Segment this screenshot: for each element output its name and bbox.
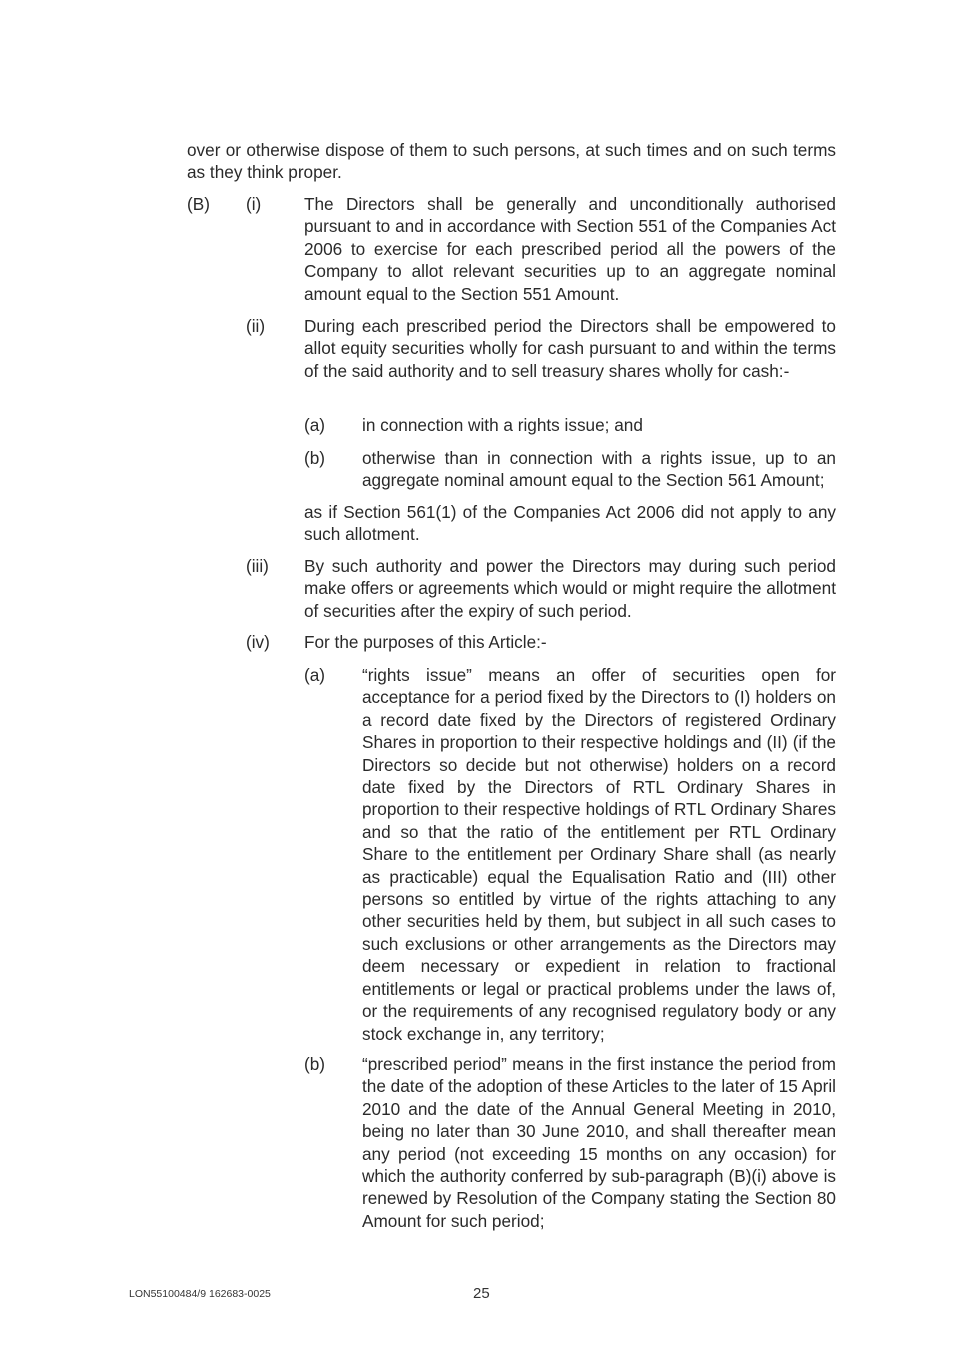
clause-i-label: (i) — [246, 194, 262, 214]
clause-ii-a-text: in connection with a rights issue; and — [362, 415, 643, 435]
clause-iv-a-text: “rights issue” means an offer of securities open for acceptance for a period fixed by the Directors to (I) holders on a record date fixed by the Directors of registered Ordinary Shares in proportion to their respective holdings and (II) (if the Directors so decide but not otherwise) holders on a record date fixed by the Directors of RTL Ordinary Shares in proportion to their respective holdings of RTL Ordinary Shares and so that the ratio of the entitlement per RTL Ordinary Share to the entitlement per Ordinary Share shall (as nearly as practicable) equal the Equalisation Ratio and (III) other persons so entitled by virtue of the rights attaching to any other securities held by them, but subject in all such cases to such exclusions or other arrangements as the Directors may deem necessary or expedient in relation to fractional entitlements or legal or practical problems under the laws of, or the requirements of any recognised regulatory body or any stock exchange in, any territory; — [362, 665, 836, 1044]
section-b-label: (B) — [187, 194, 210, 214]
clause-ii-tail: as if Section 561(1) of the Companies Act 2006 did not apply to any such allotment. — [304, 502, 836, 545]
clause-ii-text: During each prescribed period the Directors shall be empowered to allot equity securities wholly for cash pursuant to and within the terms of the said authority and to sell treasury shares wholly for cash:- — [304, 316, 836, 381]
clause-iv-b-text: “prescribed period” means in the first instance the period from the date of the adoption of these Articles to the later of 15 April 2010 and the date of the Annual General Meeting in 2010, being no later than 30 June 2010, and shall thereafter mean any period (not exceeding 15 months on any occasion) for which the authority conferred by sub-paragraph (B)(i) above is renewed by Resolution of the Company stating the Section 80 Amount for such period; — [362, 1054, 836, 1231]
intro-paragraph: over or otherwise dispose of them to such persons, at such times and on such terms as they think proper. — [187, 140, 836, 183]
document-reference: LON55100484/9 162683-0025 — [129, 1288, 271, 1300]
clause-i-text: The Directors shall be generally and unconditionally authorised pursuant to and in accordance with Section 551 of the Companies Act 2006 to exercise for each prescribed period all the powers of the Company to allot relevant securities up to an aggregate nominal amount equal to the Section 551 Amount. — [304, 194, 836, 304]
clause-iv-text: For the purposes of this Article:- — [304, 632, 547, 652]
clause-ii-b-label: (b) — [304, 448, 326, 468]
clause-iv-a-label: (a) — [304, 665, 326, 685]
clause-iv-label: (iv) — [246, 632, 270, 652]
clause-iii-text: By such authority and power the Directors may during such period make offers or agreements which would or might require the allotment of securities after the expiry of such period. — [304, 556, 836, 621]
clause-ii-b-text: otherwise than in connection with a rights issue, up to an aggregate nominal amount equal to the Section 561 Amount; — [362, 448, 836, 491]
page-number: 25 — [473, 1285, 490, 1302]
clause-ii-a-label: (a) — [304, 415, 326, 435]
clause-iv-b-label: (b) — [304, 1054, 326, 1074]
clause-ii-label: (ii) — [246, 316, 266, 336]
clause-iii-label: (iii) — [246, 556, 269, 576]
